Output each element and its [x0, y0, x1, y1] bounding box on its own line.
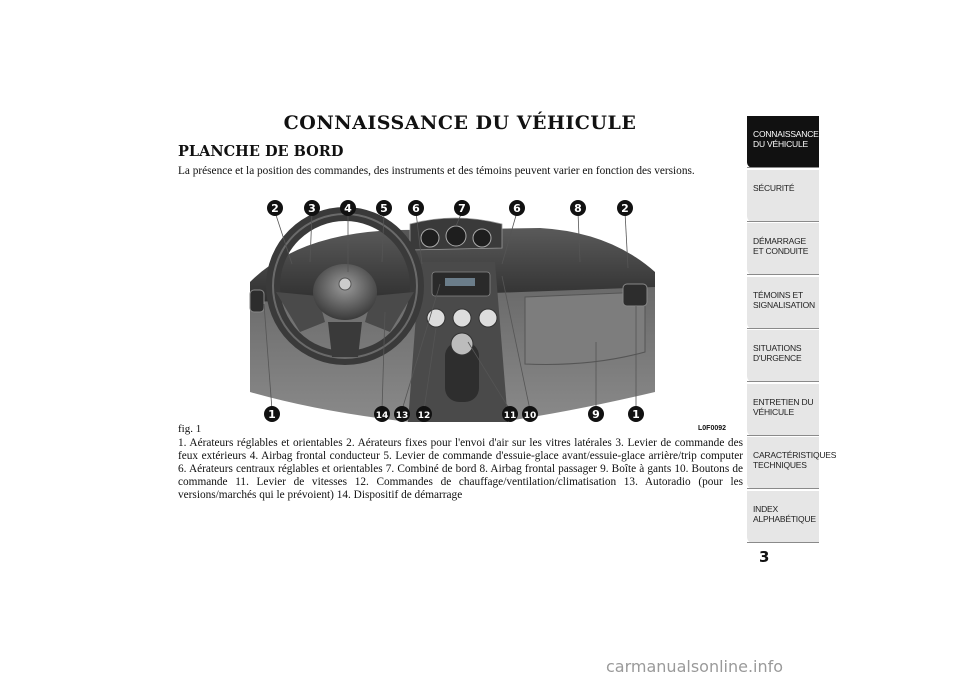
callout-label: 12	[417, 411, 431, 421]
chapter-title: CONNAISSANCE DU VÉHICULE	[283, 112, 637, 134]
gauge-right	[473, 229, 491, 247]
tab-label: CONNAISSANCE DU VÉHICULE	[753, 129, 819, 149]
radio-display	[445, 278, 475, 286]
tab-index-alphabetique[interactable]	[747, 491, 819, 543]
tab-label: INDEX ALPHABÉTIQUE	[753, 503, 816, 524]
tab-connaissance-du-vehicule[interactable]	[747, 116, 819, 168]
chapter-tabs	[747, 116, 837, 544]
tab-label: SÉCURITÉ	[753, 182, 795, 193]
figure-caption: fig. 1	[178, 423, 202, 435]
gauge-center	[446, 226, 466, 246]
tab-temoins-et-signalisation[interactable]	[747, 277, 819, 329]
tab-label: DÉMARRAGE ET CONDUITE	[753, 236, 809, 256]
airbag-hub	[313, 264, 377, 320]
callout-label: 8	[574, 202, 582, 215]
tab-situations-d-urgence[interactable]	[747, 330, 819, 382]
climate-knob-right	[479, 309, 497, 327]
callout-label: 9	[592, 408, 600, 421]
gauge-left	[421, 229, 439, 247]
tab-label: CARACTÉRISTIQUES TECHNIQUES	[753, 450, 837, 470]
callout-label: 6	[513, 202, 521, 215]
dashboard-illustration	[240, 192, 660, 428]
callout-label: 11	[503, 411, 517, 421]
callout-label: 4	[344, 202, 352, 215]
figure-legend: 1. Aérateurs réglables et orientables 2. Aérateurs fixes pour l'envoi d'air sur les vitres latérales 3. Levier de commande des feux extérieurs 4. Airbag frontal conducteur 5. Levier de commande d'essuie-glace avant/essuie-glace arrière/trip computer 6. Aérateurs centraux réglables et orientables 7. Combiné de bord 8. Airbag frontal passager 9. Boîte à gants 10. Boutons de commande 11. Levier de vitesses 12. Commandes de chauffage/ventilation/climatisation 13. Autoradio (pour les versions/marchés qui le prévoient) 14. Dispositif de démarrage	[178, 437, 743, 501]
callout-label: 14	[375, 411, 389, 421]
tab-demarrage-et-conduite[interactable]	[747, 223, 819, 275]
vent-right	[623, 284, 647, 306]
tab-caracteristiques-techniques[interactable]	[747, 437, 837, 489]
callout-label: 10	[523, 411, 537, 421]
tab-entretien-du-vehicule[interactable]	[747, 384, 819, 436]
steering-spoke-bottom	[328, 322, 362, 357]
callout-label: 2	[621, 202, 629, 215]
climate-knob-center	[453, 309, 471, 327]
figure-code: L0F0092	[698, 425, 727, 432]
watermark: carmanualsonline.info	[606, 657, 784, 676]
section-title: PLANCHE DE BORD	[178, 143, 344, 160]
vent-left	[250, 290, 264, 312]
callout-label: 13	[395, 411, 409, 421]
tab-label: ENTRETIEN DU VÉHICULE	[753, 396, 814, 417]
callout-label: 2	[271, 202, 279, 215]
tab-label: SITUATIONS D'URGENCE	[753, 343, 802, 363]
callout-label: 5	[380, 202, 388, 215]
callout-label: 6	[412, 202, 420, 215]
page-number: 3	[759, 548, 770, 566]
callout-label: 1	[632, 408, 640, 421]
tab-label: TÉMOINS ET SIGNALISATION	[753, 289, 815, 310]
callout-label: 7	[458, 202, 466, 215]
callout-label: 3	[308, 202, 316, 215]
callout-label: 1	[268, 408, 276, 421]
steering-logo	[339, 278, 351, 290]
tab-securite[interactable]	[747, 170, 819, 222]
intro-paragraph: La présence et la position des commandes, des instruments et des témoins peuvent varier en fonction des versions.	[178, 165, 695, 177]
